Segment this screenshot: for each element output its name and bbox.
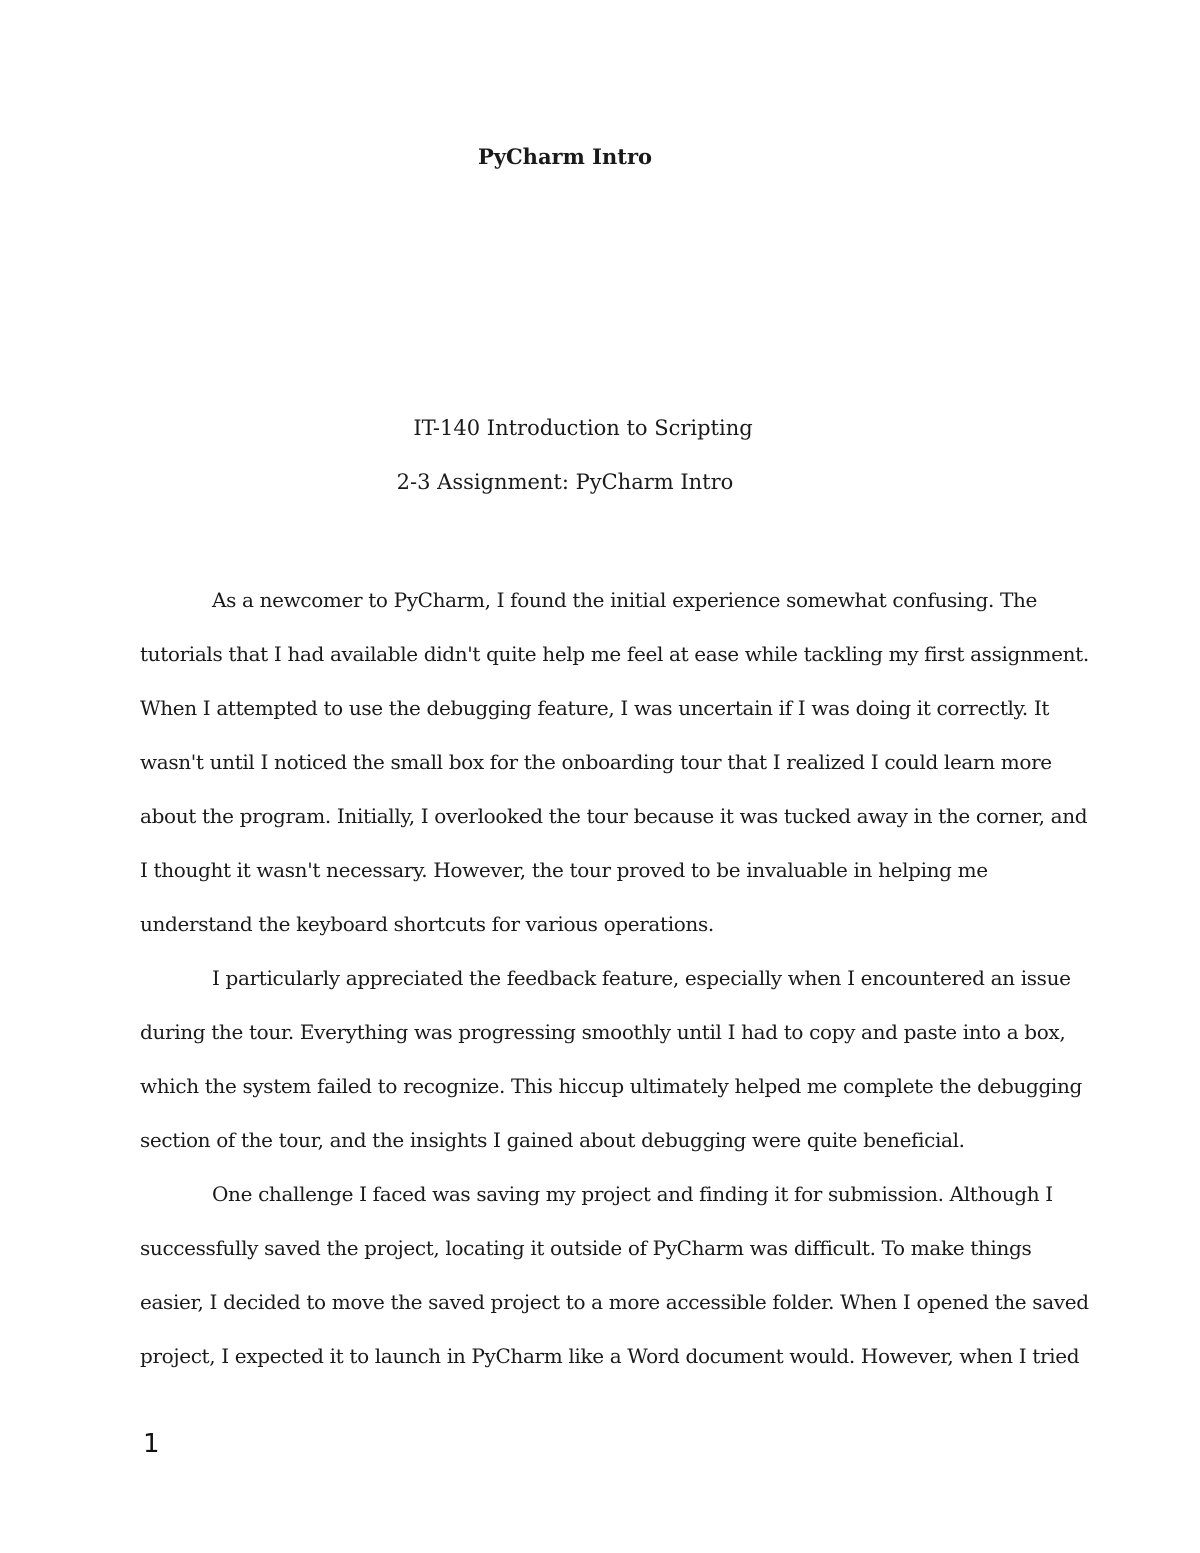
- paragraph-2-line-4: section of the tour, and the insights I gained about debugging were quite beneficial.: [140, 1128, 965, 1152]
- paragraph-2-line-1: I particularly appreciated the feedback feature, especially when I encountered an issue: [212, 966, 1071, 990]
- paragraph-1-line-3: When I attempted to use the debugging feature, I was uncertain if I was doing it correctly. It: [140, 696, 1050, 720]
- paragraph-3-line-2: successfully saved the project, locating it outside of PyCharm was difficult. To make things: [140, 1236, 1032, 1260]
- page-number: 1: [143, 1429, 160, 1459]
- paragraph-1-line-2: tutorials that I had available didn't quite help me feel at ease while tackling my first assignment.: [140, 642, 1089, 666]
- paragraph-2-line-2: during the tour. Everything was progressing smoothly until I had to copy and paste into a box,: [140, 1020, 1066, 1044]
- paragraph-1-line-6: I thought it wasn't necessary. However, the tour proved to be invaluable in helping me: [140, 858, 988, 882]
- course-name: IT-140 Introduction to Scripting: [413, 416, 753, 440]
- paragraph-1-line-4: wasn't until I noticed the small box for the onboarding tour that I realized I could learn more: [140, 750, 1052, 774]
- paragraph-1-line-1: As a newcomer to PyCharm, I found the initial experience somewhat confusing. The: [212, 588, 1037, 612]
- paragraph-1-line-7: understand the keyboard shortcuts for various operations.: [140, 912, 714, 936]
- paragraph-1-line-5: about the program. Initially, I overlooked the tour because it was tucked away in the corner, and: [140, 804, 1088, 828]
- assignment-name: 2-3 Assignment: PyCharm Intro: [396, 470, 734, 494]
- paragraph-3-line-4: project, I expected it to launch in PyCharm like a Word document would. However, when I tried: [140, 1344, 1080, 1368]
- paragraph-2-line-3: which the system failed to recognize. This hiccup ultimately helped me complete the debugging: [140, 1074, 1082, 1098]
- paragraph-3-line-3: easier, I decided to move the saved project to a more accessible folder. When I opened the saved: [140, 1290, 1089, 1314]
- document-title: PyCharm Intro: [477, 144, 653, 169]
- paragraph-3-line-1: One challenge I faced was saving my project and finding it for submission. Although I: [212, 1182, 1053, 1206]
- document-body: [140, 573, 1089, 1383]
